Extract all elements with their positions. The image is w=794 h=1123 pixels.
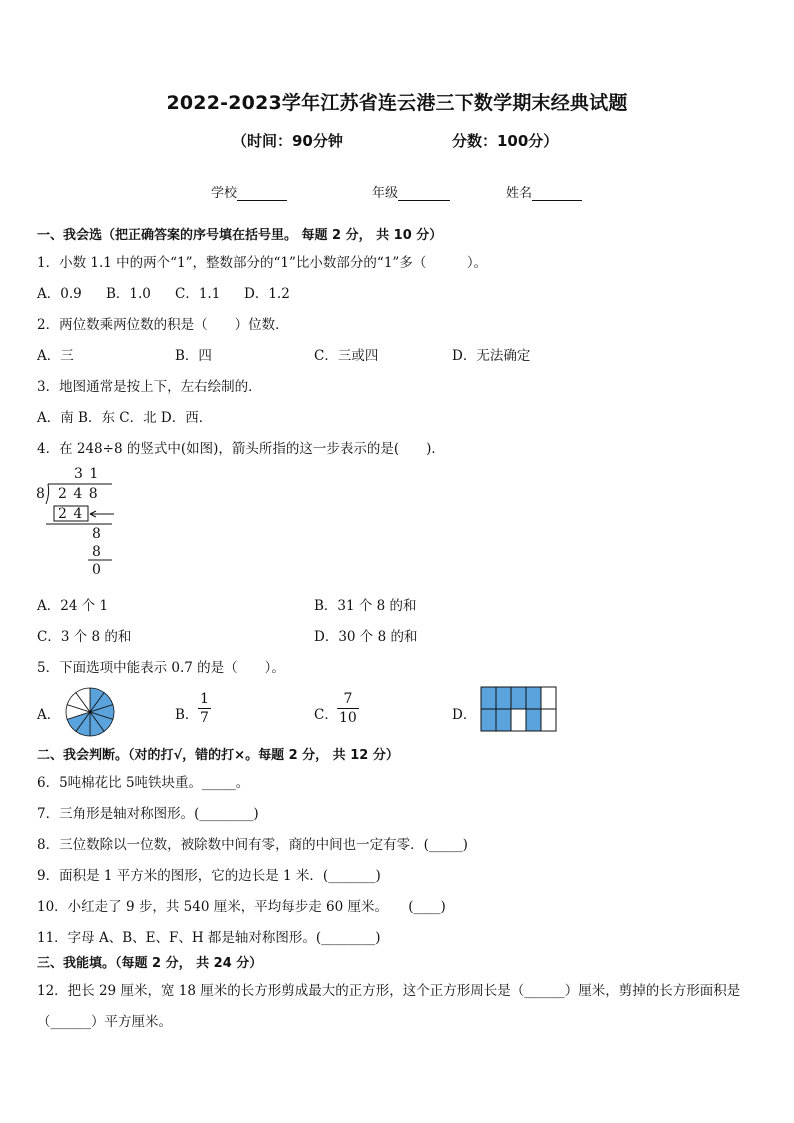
q5-option-a[interactable]: A． <box>37 707 61 723</box>
q4-option-c[interactable]: C．3 个 8 的和 <box>37 629 132 645</box>
question-5: 5．下面选项中能表示 0.7 的是（ ）。 <box>37 660 285 676</box>
q5-option-c[interactable]: C． <box>314 707 338 723</box>
question-12-line2: （______）平方厘米。 <box>37 1014 172 1030</box>
grid-cell <box>481 687 496 709</box>
grade-label: 年级 <box>372 186 399 201</box>
question-11: 11．字母 A、B、E、F、H 都是轴对称图形。(________) <box>37 930 381 946</box>
name-label: 姓名 <box>506 186 533 201</box>
q3-options[interactable]: A．南 B．东 C．北 D．西． <box>37 410 213 426</box>
q4-option-d[interactable]: D．30 个 8 的和 <box>314 629 418 645</box>
question-12-line1: 12．把长 29 厘米，宽 18 厘米的长方形剪成最大的正方形，这个正方形周长是（______）厘米，剪掉的长方形面积是 <box>37 983 741 999</box>
fraction-c-numerator: 7 <box>337 690 359 709</box>
division-quotient: 3 1 <box>74 466 100 482</box>
q5-fraction-c <box>337 690 359 727</box>
q2-option-b[interactable]: B．四 <box>175 348 212 364</box>
page-title: 2022-2023学年江苏省连云港三下数学期末经典试题 <box>166 92 628 114</box>
grid-cell <box>526 687 541 709</box>
name-blank[interactable] <box>532 186 582 201</box>
division-bring-down: 8 <box>92 526 101 542</box>
question-2: 2．两位数乘两位数的积是（ ）位数． <box>37 317 289 333</box>
school-field <box>211 182 287 201</box>
q4-option-a[interactable]: A．24 个 1 <box>37 598 109 614</box>
q5-option-b[interactable]: B． <box>175 707 199 723</box>
grid-cell <box>511 687 526 709</box>
grid-cell <box>526 709 541 731</box>
q5-pie-diagram <box>64 686 116 738</box>
grid-cell <box>541 709 556 731</box>
division-remainder: 0 <box>92 562 101 578</box>
grade-field <box>372 182 450 201</box>
q2-option-c[interactable]: C．三或四 <box>314 348 379 364</box>
section1-heading: 一、我会选（把正确答案的序号填在括号里。 每题 2 分， 共 10 分） <box>37 228 443 243</box>
grid-cell <box>511 709 526 731</box>
q1-option-b[interactable]: B．1.0 <box>106 286 151 302</box>
section3-heading: 三、我能填。（每题 2 分， 共 24 分） <box>37 956 263 971</box>
q2-option-d[interactable]: D．无法确定 <box>452 348 531 364</box>
q1-option-a[interactable]: A．0.9 <box>37 286 82 302</box>
q5-grid-diagram <box>480 686 558 732</box>
grid-cell <box>541 687 556 709</box>
school-blank[interactable] <box>237 186 287 201</box>
grid-cell <box>481 709 496 731</box>
question-1: 1．小数 1.1 中的两个“1”，整数部分的“1”比小数部分的“1”多（ ）。 <box>37 255 488 271</box>
division-bracket <box>46 484 49 504</box>
name-field <box>506 182 582 201</box>
division-divisor: 8 <box>36 486 45 502</box>
question-6: 6．5吨棉花比 5吨铁块重。_____。 <box>37 775 250 791</box>
fraction-b-numerator: 1 <box>200 691 209 707</box>
question-7: 7．三角形是轴对称图形。(________) <box>37 806 259 822</box>
question-3: 3．地图通常是按上下，左右绘制的． <box>37 379 262 395</box>
q2-option-a[interactable]: A．三 <box>37 348 74 364</box>
section2-heading: 二、我会判断。（对的打√，错的打×。每题 2 分， 共 12 分） <box>37 748 399 763</box>
question-10: 10．小红走了 9 步，共 540 厘米，平均每步走 60 厘米。 (____) <box>37 899 446 915</box>
q5-option-d[interactable]: D． <box>452 707 477 723</box>
q1-option-c[interactable]: C．1.1 <box>175 286 221 302</box>
exam-score: 分数：100分） <box>452 132 559 150</box>
fraction-b-denominator: 7 <box>200 710 209 726</box>
school-label: 学校 <box>211 186 238 201</box>
division-dividend: 2 4 8 <box>58 486 99 502</box>
exam-time: （时间：90分钟 <box>232 132 343 150</box>
grid-cell <box>496 709 511 731</box>
long-division-figure <box>34 464 134 582</box>
q1-option-d[interactable]: D．1.2 <box>244 286 290 302</box>
grade-blank[interactable] <box>398 186 450 201</box>
division-step2: 8 <box>92 544 101 560</box>
question-4: 4．在 248÷8 的竖式中(如图)，箭头所指的这一步表示的是( )． <box>37 441 445 457</box>
question-8: 8．三位数除以一位数，被除数中间有零，商的中间也一定有零．(_____) <box>37 837 468 853</box>
question-9: 9．面积是 1 平方米的图形，它的边长是 1 米．(_______) <box>37 868 381 884</box>
grid-cell <box>496 687 511 709</box>
fraction-c-denominator: 10 <box>339 710 357 726</box>
q4-option-b[interactable]: B．31 个 8 的和 <box>314 598 417 614</box>
q5-fraction-b <box>198 690 211 727</box>
division-step1: 2 4 <box>58 506 84 522</box>
